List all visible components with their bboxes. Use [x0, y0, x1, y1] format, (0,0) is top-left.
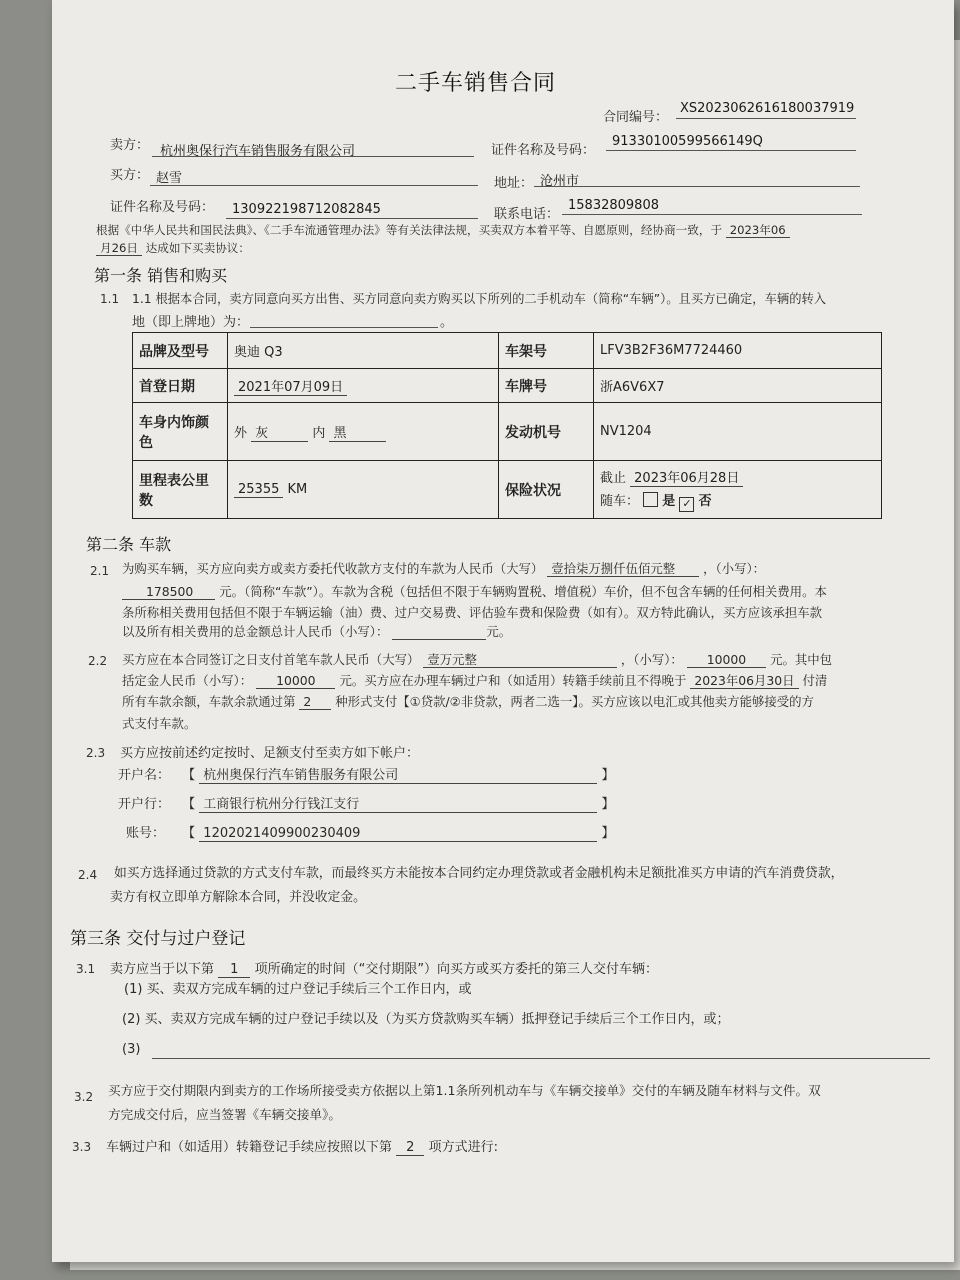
s11-blank-underline — [250, 327, 438, 328]
insurance-until-value: 2023年06月28日 — [630, 471, 743, 487]
intro-line-1 — [96, 222, 790, 238]
account-bank-label: 开户行： — [118, 797, 171, 812]
mileage-value-cell — [228, 461, 499, 519]
reg-date-cell — [228, 369, 499, 403]
s21-number: 2.1 — [90, 564, 110, 578]
s23-text-a: 买方应按前述约定按时、足额支付至卖方如下帐户： — [120, 746, 420, 761]
s22-text-h: 式支付车款。 — [122, 716, 197, 731]
s11-text-1: 1.1 根据本合同，卖方同意向买方出售、买方同意向卖方购买以下所列的二手机动车（简称“车辆”）。且买方已确定，车辆的转入 — [132, 292, 827, 306]
s22-text-b: 元。其中包 — [770, 652, 833, 667]
s21-text-e: 元。 — [486, 624, 512, 639]
section-3-title: 第三条 交付与过户登记 — [70, 929, 246, 949]
color-out-value: 灰 — [251, 426, 308, 442]
phone: 15832809808 — [568, 198, 659, 213]
checkbox-no-icon[interactable]: ✓ — [679, 497, 694, 512]
s22-small-label: ，（小写）： — [620, 652, 683, 667]
s32-number: 3.2 — [74, 1090, 94, 1104]
s31-choice: 1 — [218, 962, 250, 978]
s11-number: 1.1 — [100, 292, 120, 306]
s31-text-a: 卖方应当于以下第 — [110, 962, 215, 977]
intro-line-2 — [96, 240, 250, 256]
color-out-label: 外 — [234, 426, 248, 441]
s24-text-a: 如买方选择通过贷款的方式支付车款，而最终买方未能按本合同约定办理贷款或者金融机构未足额批准买方申请的汽车消费贷款， — [114, 866, 844, 881]
s22-deposit: 10000 — [256, 673, 335, 689]
insurance-with-label: 随车： — [600, 494, 640, 509]
account-no: 1202021409900230409 — [199, 826, 597, 842]
engine-value: NV1204 — [594, 403, 882, 461]
checkbox-yes-icon[interactable] — [643, 492, 658, 507]
s31-line-1 — [110, 958, 658, 977]
reg-date-label: 首登日期 — [133, 369, 228, 403]
buyer-id: 130922198712082845 — [232, 202, 381, 217]
s33-choice: 2 — [396, 1140, 424, 1156]
account-no-bracket-r: 】 — [601, 826, 615, 841]
insurance-yes-label: 是 — [662, 494, 676, 509]
color-label-2: 色 — [139, 434, 153, 451]
contract-no-underline — [676, 118, 856, 119]
s22-text-e: 付清 — [802, 673, 828, 688]
s22-line-1 — [122, 650, 832, 668]
insurance-no-label: 否 — [698, 494, 712, 509]
buyer-underline — [150, 185, 478, 186]
plate-label: 车牌号 — [499, 369, 594, 403]
s31-option-3: (3) — [122, 1042, 141, 1057]
buyer-label: 买方： — [110, 168, 150, 183]
intro-text-1: 根据《中华人民共和国民法典》、《二手车流通管理办法》等有关法律法规，买卖双方本着平等、自愿原则，经协商一致，于 — [96, 223, 723, 237]
s22-number: 2.2 — [88, 654, 108, 668]
s33-line — [106, 1136, 498, 1155]
address: 沧州市 — [540, 174, 580, 189]
mileage-unit: KM — [287, 482, 308, 497]
intro-date-1: 2023年06 — [726, 223, 790, 238]
s31-number: 3.1 — [76, 962, 96, 976]
intro-date-2: 月26日 — [96, 241, 142, 256]
s22-date: 2023年06月30日 — [690, 673, 798, 689]
seller-id-label: 证件名称及号码： — [491, 143, 596, 158]
s21-text-c: 条所称相关费用包括但不限于车辆运输（油）费、过户交易费、评估验车费和保险费（如有）。双方特此确认，买方应该承担车款 — [122, 605, 823, 620]
s31-option-2: (2) 买、卖双方完成车辆的过户登记手续以及（为买方贷款购买车辆）抵押登记手续后三个工作日内，或； — [122, 1012, 730, 1027]
buyer-id-underline — [226, 218, 478, 219]
s24-number: 2.4 — [78, 868, 98, 882]
seller-underline — [152, 156, 474, 157]
color-label — [133, 403, 228, 461]
s22-line-2 — [122, 671, 827, 689]
s31-option-3-underline — [152, 1058, 930, 1059]
s31-option-1: (1) 买、卖双方完成车辆的过户登记手续后三个工作日内，或 — [124, 982, 472, 997]
account-bank-bracket-r: 】 — [601, 797, 615, 812]
s33-number: 3.3 — [72, 1140, 92, 1154]
s11-text-end: 。 — [440, 315, 454, 330]
seller-name: 杭州奥保行汽车销售服务有限公司 — [160, 144, 356, 159]
s31-text-b: 项所确定的时间（“交付期限”）向买方或买方委托的第三人交付车辆： — [254, 962, 659, 977]
s22-amount: 10000 — [687, 652, 766, 668]
account-no-label: 账号： — [126, 826, 166, 841]
s21-small-label: ，（小写）： — [703, 561, 766, 576]
account-name: 杭州奥保行汽车销售服务有限公司 — [199, 764, 597, 784]
vin-value: LFV3B2F36M7724460 — [594, 333, 882, 369]
account-bank: 工商银行杭州分行钱江支行 — [199, 793, 597, 813]
insurance-until-label: 截止 — [600, 471, 627, 486]
vin-label: 车架号 — [499, 333, 594, 369]
contract-no-label: 合同编号： — [603, 110, 669, 125]
seller-id-underline — [606, 150, 856, 151]
brand-value: 奥迪 Q3 — [228, 333, 499, 369]
s24-text-b: 卖方有权立即单方解除本合同，并没收定金。 — [110, 890, 366, 905]
mileage-label — [133, 461, 228, 519]
insurance-value — [594, 461, 882, 519]
buyer-name: 赵雪 — [156, 171, 183, 186]
s21-amount-cn: 壹拾柒万捌仟伍佰元整 — [547, 561, 699, 577]
insurance-until-row — [600, 467, 875, 486]
account-bank-row — [118, 793, 614, 813]
mileage-label-1: 里程表公里 — [139, 472, 209, 489]
section-1-title: 第一条 销售和购买 — [94, 266, 228, 285]
s22-text-a: 买方应在本合同签订之日支付首笔车款人民币（大写） — [122, 652, 420, 667]
s22-text-f: 所有车款余额，车款余款通过第 — [122, 694, 296, 709]
mileage-label-2: 数 — [139, 492, 153, 509]
account-bank-bracket-l: 【 — [182, 797, 196, 812]
address-label: 地址： — [494, 176, 534, 191]
s32-text-b: 方完成交付后，应当签署《车辆交接单》。 — [108, 1107, 341, 1122]
s22-text-c: 括定金人民币（小写）： — [122, 673, 253, 688]
vehicle-info-table — [132, 332, 882, 519]
s32-text-a: 买方应于交付期限内到卖方的工作场所接受卖方依据以上第1.1条所列机动车与《车辆交接单》交付的车辆及随车材料与文件。双 — [108, 1083, 821, 1098]
s21-text-b: 元。（简称“车款”）。车款为含税（包括但不限于车辆购置税、增值税）车价，但不包含车辆的任何相关费用。本 — [219, 584, 827, 599]
address-underline — [534, 186, 860, 187]
s21-text-d: 以及所有相关费用的总金额总计人民币（小写）： — [122, 624, 389, 639]
s21-line-1 — [122, 559, 765, 577]
mileage-value: 25355 — [234, 482, 283, 498]
s21-total-blank — [392, 624, 486, 640]
s22-text-g: 种形式支付【①贷款/②非贷款，两者二选一】。买方应该以电汇或其他卖方能够接受的方 — [335, 694, 814, 709]
s33-text-b: 项方式进行: — [428, 1140, 498, 1155]
s21-amount: 178500 — [122, 584, 215, 600]
s21-line-4 — [122, 622, 511, 640]
s22-amount-cn: 壹万元整 — [423, 652, 617, 668]
reg-date-value: 2021年07月09日 — [234, 380, 347, 396]
seller-id: 91330100599566149Q — [612, 134, 763, 149]
s23-number: 2.3 — [86, 746, 106, 760]
buyer-id-label: 证件名称及号码： — [110, 200, 215, 215]
phone-underline — [562, 214, 862, 215]
account-no-row — [126, 822, 614, 842]
intro-text-2: 达成如下买卖协议： — [145, 241, 250, 255]
insurance-with-row — [600, 490, 875, 512]
color-value — [228, 403, 499, 461]
engine-label: 发动机号 — [499, 403, 594, 461]
color-label-1: 车身内饰颜 — [139, 414, 209, 431]
section-2-title: 第二条 车款 — [86, 535, 172, 554]
phone-label: 联系电话： — [494, 207, 560, 222]
s11-text-2: 地（即上牌地）为： — [132, 315, 250, 330]
color-in-value: 黑 — [329, 426, 386, 442]
color-in-label: 内 — [312, 426, 326, 441]
contract-no: XS2023062616180037919 — [680, 101, 855, 116]
s21-text-a: 为购买车辆，买方应向卖方或卖方委托代收款方支付的车款为人民币（大写） — [122, 561, 544, 576]
s22-text-d: 元。买方应在办理车辆过户和（如适用）转籍手续前且不得晚于 — [339, 673, 687, 688]
document-title: 二手车销售合同 — [395, 71, 557, 96]
account-name-bracket-r: 】 — [601, 768, 615, 783]
s22-method: 2 — [299, 694, 331, 710]
plate-value: 浙A6V6X7 — [594, 369, 882, 403]
s22-line-3 — [122, 692, 814, 710]
account-name-label: 开户名： — [118, 768, 171, 783]
account-name-bracket-l: 【 — [182, 768, 196, 783]
insurance-label: 保险状况 — [499, 461, 594, 519]
account-no-bracket-l: 【 — [182, 826, 196, 841]
s21-line-2 — [122, 582, 827, 600]
account-name-row — [118, 764, 614, 784]
brand-label: 品牌及型号 — [133, 333, 228, 369]
s33-text-a: 车辆过户和（如适用）转籍登记手续应按照以下第 — [106, 1140, 393, 1155]
seller-label: 卖方： — [110, 138, 150, 153]
